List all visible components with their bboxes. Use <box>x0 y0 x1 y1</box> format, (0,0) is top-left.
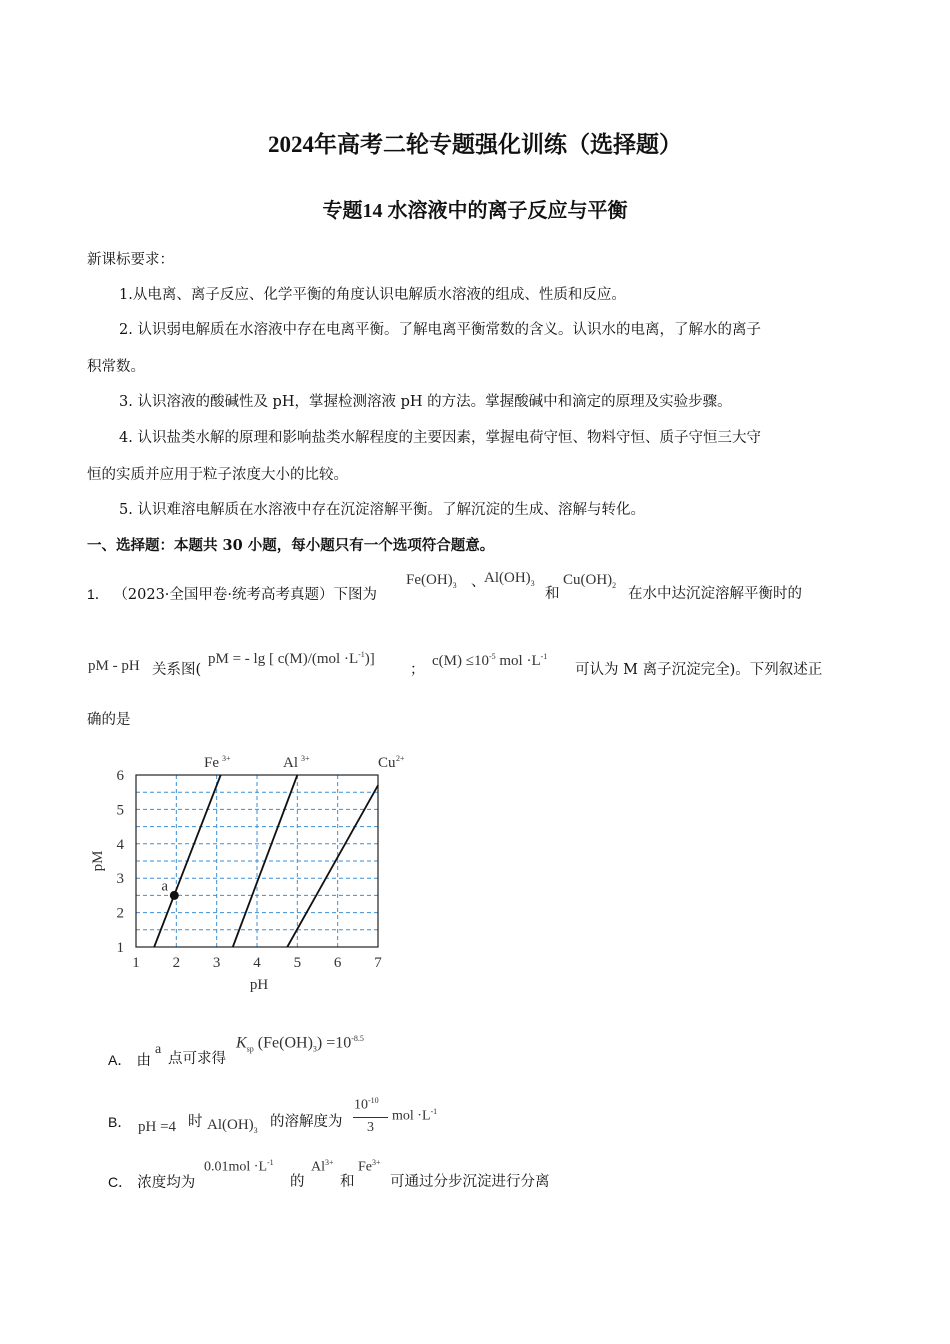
option-c-and: 和 <box>340 1174 355 1190</box>
requirement-item: 恒的实质并应用于粒子浓度大小的比较。 <box>87 467 348 483</box>
point-a-marker <box>170 891 179 900</box>
x-tick-label: 2 <box>172 955 181 971</box>
requirement-item: 5. 认识难溶电解质在水溶液中存在沉淀溶解平衡。了解沉淀的生成、溶解与转化。 <box>119 502 645 518</box>
requirement-item: 1.从电离、离子反应、化学平衡的角度认识电解质水溶液的组成、性质和反应。 <box>119 287 626 303</box>
series-label-cu: Cu <box>378 755 396 771</box>
completion-condition: $c(M) \le 10^{-5}$ mol $\cdot L^{-1}$ <box>432 652 548 669</box>
question-number: 1． <box>87 586 109 602</box>
y-axis-label: pM <box>90 850 106 872</box>
series-charge-cu: 2+ <box>396 754 405 763</box>
requirement-item: 3. 认识溶液的酸碱性及 pH，掌握检测溶液 pH 的方法。掌握酸碱中和滴定的原理及实验步骤。 <box>119 394 732 410</box>
option-c-tail: 可通过分步沉淀进行分离 <box>390 1174 550 1190</box>
formula-al-oh3: $Al(OH)_3$ <box>484 570 535 588</box>
fraction-bar <box>353 1117 388 1118</box>
and-word: 和 <box>545 586 560 602</box>
formula-fe-oh3: $Fe(OH)_3$ <box>406 572 457 590</box>
pm-ph-label: pM - pH <box>88 658 140 674</box>
pm-ph-chart <box>80 745 440 995</box>
formula-cu-oh2: $Cu(OH)_2$ <box>563 572 617 590</box>
x-tick-label: 1 <box>132 955 140 971</box>
page-title: 2024年高考二轮专题强化训练（选择题） <box>268 132 682 157</box>
semicolon: ； <box>410 662 425 678</box>
y-tick-label: 4 <box>116 836 124 853</box>
x-axis-label: pH <box>249 977 269 993</box>
y-tick-label: 2 <box>116 905 124 922</box>
option-c-of: 的 <box>290 1174 305 1190</box>
option-b[interactable] <box>108 1112 131 1132</box>
option-a-mid: 点可求得 <box>168 1051 226 1067</box>
requirement-item: 2. 认识弱电解质在水溶液中存在电离平衡。了解电离平衡常数的含义。认识水的电离，了解水的离子 <box>119 322 761 338</box>
option-b-mid2: 的溶解度为 <box>270 1114 343 1130</box>
option-b-numerator: $10^{-10}$ <box>354 1096 379 1113</box>
option-c[interactable]: C． 浓度均为 <box>108 1174 196 1191</box>
series-label-fe: Fe <box>204 755 219 771</box>
pm-definition: pM = - lg [ $c(M)/(mol \cdot L^{-1})$] <box>208 650 375 667</box>
x-tick-label: 5 <box>293 955 302 971</box>
ion-al: $Al^{3+}$ <box>311 1158 334 1175</box>
option-b-unit: mol $\cdot L^{-1}$ <box>392 1107 438 1124</box>
ion-fe: $Fe^{3+}$ <box>358 1158 381 1175</box>
topic-subtitle: 专题14 水溶液中的离子反应与平衡 <box>322 200 628 222</box>
option-letter: C． <box>108 1174 133 1190</box>
x-tick-label: 7 <box>374 955 382 971</box>
y-tick-label: 1 <box>116 940 124 956</box>
series-label-al: Al <box>283 755 298 771</box>
option-a-formula: $K_{sp}$ $(Fe(OH)_3) =10^{-8.5}$ <box>236 1034 364 1054</box>
option-b-ph: pH =4 <box>138 1119 177 1135</box>
option-letter: A． <box>108 1052 132 1068</box>
requirement-item: 积常数。 <box>87 359 145 375</box>
x-tick-label: 6 <box>333 955 342 971</box>
requirement-item: 4. 认识盐类水解的原理和影响盐类水解程度的主要因素，掌握电荷守恒、物料守恒、质子守恒三大守 <box>119 430 761 446</box>
question-tail-1: 在水中达沉淀溶解平衡时的 <box>628 586 802 602</box>
relation-text: 关系图( <box>152 662 202 678</box>
point-a-label: a <box>161 878 168 895</box>
question-source: （2023·全国甲卷·统考高考真题）下图为 <box>113 587 378 603</box>
separator: 、 <box>471 574 486 590</box>
series-charge-al: 3+ <box>301 754 310 763</box>
option-letter: B． <box>108 1114 132 1130</box>
option-b-compound: $Al(OH)_3$ <box>207 1117 258 1135</box>
option-b-mid: 时 <box>188 1114 203 1130</box>
point-a-ref: a <box>155 1042 162 1057</box>
x-tick-label: 3 <box>212 955 221 971</box>
option-a[interactable]: A． 由 <box>108 1052 151 1069</box>
y-tick-label: 6 <box>116 768 124 784</box>
x-tick-label: 4 <box>253 955 261 971</box>
option-c-concentration: $0.01mol \cdot L^{-1}$ <box>204 1158 274 1175</box>
requirements-heading: 新课标要求： <box>87 252 174 268</box>
question-tail-2: 可认为 M 离子沉淀完全)。下列叙述正 <box>575 662 823 678</box>
question-tail-3: 确的是 <box>87 712 131 728</box>
option-b-denominator: 3 <box>367 1120 374 1135</box>
series-charge-fe: 3+ <box>222 754 231 763</box>
question-line-1 <box>87 584 377 605</box>
y-tick-label: 3 <box>116 871 124 888</box>
section-heading: 一、选择题：本题共 30 小题，每小题只有一个选项符合题意。 <box>87 537 495 554</box>
y-tick-label: 5 <box>116 802 124 819</box>
